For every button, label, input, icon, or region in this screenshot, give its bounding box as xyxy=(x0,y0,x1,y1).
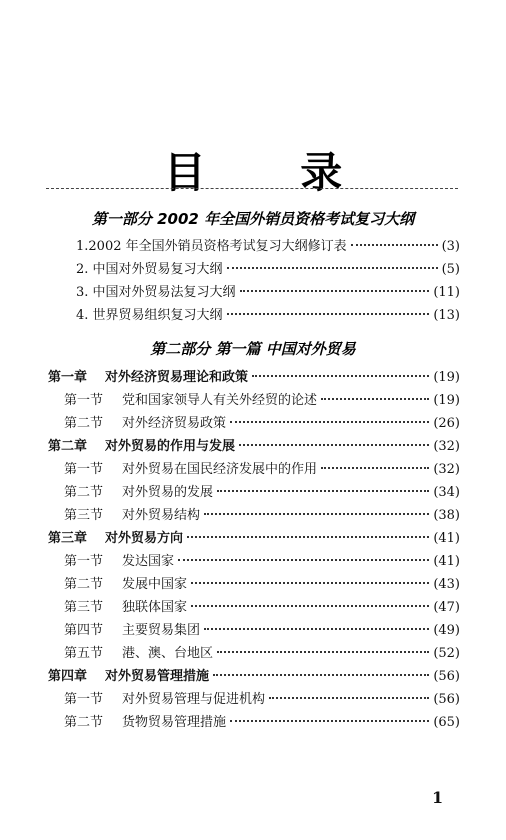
leader-dots xyxy=(217,651,429,653)
section-entry xyxy=(64,599,460,617)
leader-dots xyxy=(217,490,429,492)
section-entry xyxy=(64,392,460,410)
section-entry xyxy=(64,553,460,571)
chapter-title: 对外贸易的作用与发展 xyxy=(105,439,236,454)
leader-dots xyxy=(187,536,429,538)
section-label: 第二节 xyxy=(64,715,104,730)
part1-heading: 第一部分 2002 年全国外销员资格考试复习大纲 xyxy=(91,210,415,228)
section-entry xyxy=(64,415,460,433)
section-page: (41) xyxy=(433,554,460,569)
chapter-page: (41) xyxy=(433,531,460,546)
section-page: (34) xyxy=(433,485,460,500)
leader-dots xyxy=(269,697,429,699)
section-entry xyxy=(64,714,460,732)
title-divider xyxy=(46,188,458,189)
section-label: 第二节 xyxy=(64,577,104,592)
section-entry xyxy=(64,507,460,525)
chapter-title: 对外贸易管理措施 xyxy=(105,669,210,684)
leader-dots xyxy=(239,444,429,446)
page-number: 1 xyxy=(432,788,444,807)
leader-dots xyxy=(191,582,429,584)
chapter-page: (19) xyxy=(433,370,460,385)
entry-page: (5) xyxy=(441,262,460,277)
entry-title: 2. 中国对外贸易复习大纲 xyxy=(76,262,223,277)
section-title: 发展中国家 xyxy=(122,577,188,592)
chapter-entry xyxy=(48,438,460,456)
section-label: 第二节 xyxy=(64,485,104,500)
section-label: 第一节 xyxy=(64,393,104,408)
section-page: (47) xyxy=(433,600,460,615)
part2-heading: 第二部分 第一篇 中国对外贸易 xyxy=(150,340,356,358)
entry-page: (11) xyxy=(433,285,460,300)
section-page: (19) xyxy=(433,393,460,408)
section-page: (56) xyxy=(433,692,460,707)
section-page: (43) xyxy=(433,577,460,592)
leader-dots xyxy=(227,267,438,269)
section-title: 发达国家 xyxy=(122,554,175,569)
section-entry xyxy=(64,484,460,502)
leader-dots xyxy=(351,244,438,246)
leader-dots xyxy=(191,605,429,607)
chapter-label: 第二章 xyxy=(48,439,88,454)
section-page: (38) xyxy=(433,508,460,523)
entry-title: 1.2002 年全国外销员资格考试复习大纲修订表 xyxy=(76,239,347,254)
leader-dots xyxy=(240,290,430,292)
leader-dots xyxy=(230,421,429,423)
section-title: 港、澳、台地区 xyxy=(122,646,214,661)
entry-page: (3) xyxy=(441,239,460,254)
leader-dots xyxy=(213,674,429,676)
section-title: 独联体国家 xyxy=(122,600,188,615)
section-label: 第一节 xyxy=(64,462,104,477)
section-entry xyxy=(64,622,460,640)
entry-page: (13) xyxy=(433,308,460,323)
section-page: (52) xyxy=(433,646,460,661)
toc-entry xyxy=(76,238,460,256)
chapter-title: 对外经济贸易理论和政策 xyxy=(105,370,249,385)
section-label: 第五节 xyxy=(64,646,104,661)
section-title: 主要贸易集团 xyxy=(122,623,201,638)
toc-entry xyxy=(76,284,460,302)
entry-title: 3. 中国对外贸易法复习大纲 xyxy=(76,285,236,300)
section-page: (26) xyxy=(433,416,460,431)
page-title: 目 录 xyxy=(163,148,383,197)
entry-title: 4. 世界贸易组织复习大纲 xyxy=(76,308,223,323)
chapter-title: 对外贸易方向 xyxy=(105,531,184,546)
leader-dots xyxy=(321,398,429,400)
section-page: (65) xyxy=(433,715,460,730)
chapter-page: (32) xyxy=(433,439,460,454)
section-page: (32) xyxy=(433,462,460,477)
section-label: 第一节 xyxy=(64,554,104,569)
section-entry xyxy=(64,461,460,479)
section-title: 货物贸易管理措施 xyxy=(122,715,227,730)
chapter-label: 第一章 xyxy=(48,370,88,385)
section-entry xyxy=(64,691,460,709)
section-entry xyxy=(64,576,460,594)
chapter-label: 第三章 xyxy=(48,531,88,546)
section-label: 第一节 xyxy=(64,692,104,707)
toc-entry xyxy=(76,261,460,279)
section-title: 对外经济贸易政策 xyxy=(122,416,227,431)
chapter-page: (56) xyxy=(433,669,460,684)
section-label: 第四节 xyxy=(64,623,104,638)
leader-dots xyxy=(321,467,429,469)
chapter-entry xyxy=(48,668,460,686)
section-label: 第二节 xyxy=(64,416,104,431)
section-title: 对外贸易管理与促进机构 xyxy=(122,692,266,707)
leader-dots xyxy=(230,720,429,722)
leader-dots xyxy=(178,559,429,561)
section-title: 党和国家领导人有关外经贸的论述 xyxy=(122,393,318,408)
leader-dots xyxy=(227,313,430,315)
chapter-label: 第四章 xyxy=(48,669,88,684)
toc-entry xyxy=(76,307,460,325)
chapter-entry xyxy=(48,369,460,387)
section-entry xyxy=(64,645,460,663)
section-title: 对外贸易的发展 xyxy=(122,485,214,500)
leader-dots xyxy=(252,375,429,377)
chapter-entry xyxy=(48,530,460,548)
section-label: 第三节 xyxy=(64,600,104,615)
leader-dots xyxy=(204,628,429,630)
section-title: 对外贸易在国民经济发展中的作用 xyxy=(122,462,318,477)
leader-dots xyxy=(204,513,429,515)
section-label: 第三节 xyxy=(64,508,104,523)
section-page: (49) xyxy=(433,623,460,638)
section-title: 对外贸易结构 xyxy=(122,508,201,523)
